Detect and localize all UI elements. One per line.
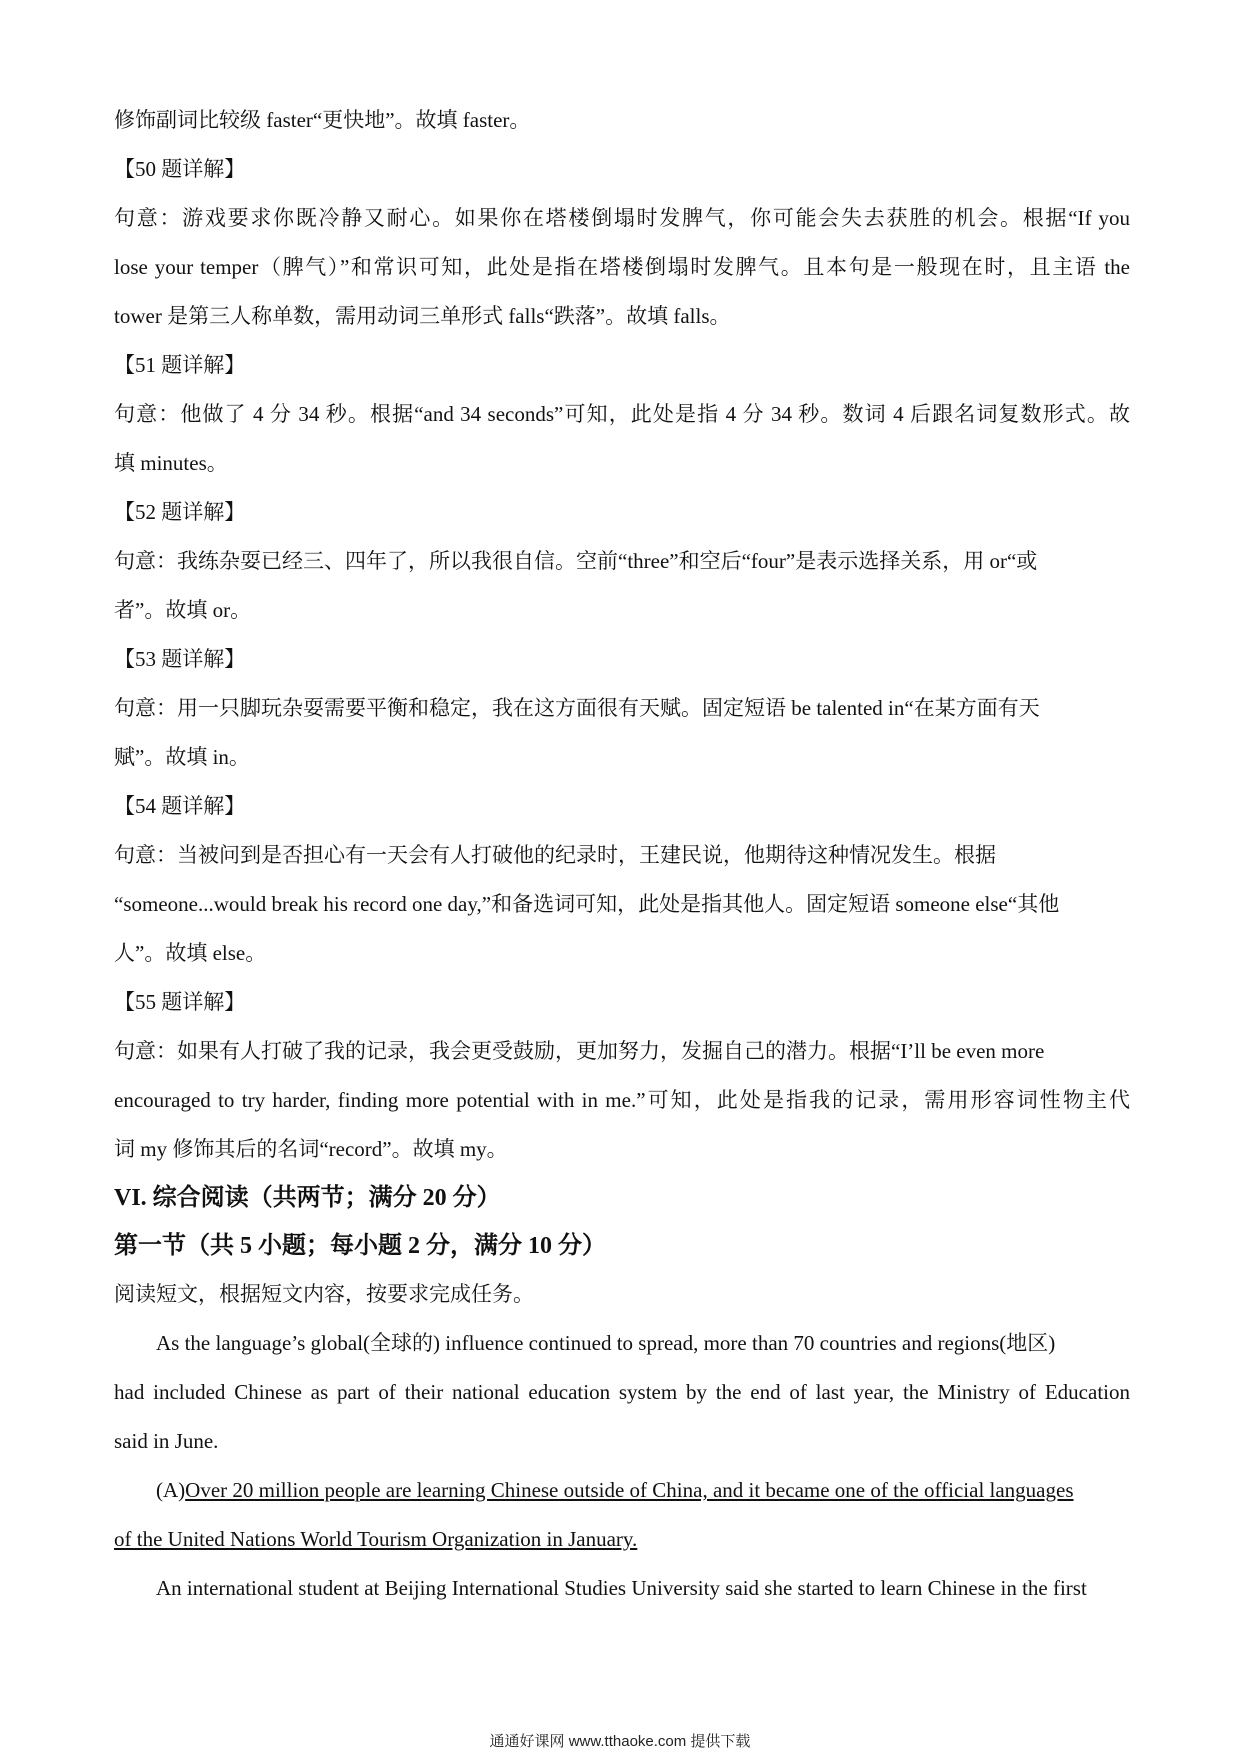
question-53-text-line-1: 句意：用一只脚玩杂耍需要平衡和稳定，我在这方面很有天赋。固定短语 be talented in“在某方面有天 (114, 696, 1040, 720)
question-50-text-line-3: tower 是第三人称单数，需用动词三单形式 falls“跌落”。故填 falls。 (114, 304, 731, 328)
answer-49-explanation-end: 修饰副词比较级 faster“更快地”。故填 faster。 (114, 108, 531, 132)
reading-instructions: 阅读短文，根据短文内容，按要求完成任务。 (114, 1282, 534, 1306)
question-55-text-line-3: 词 my 修饰其后的名词“record”。故填 my。 (114, 1137, 508, 1161)
question-51-text-line-1: 句意：他做了 4 分 34 秒。根据“and 34 seconds”可知，此处是指 4 分 34 秒。数词 4 后跟名词复数形式。故 (114, 402, 1130, 426)
underlined-sentence-a-part-2: of the United Nations World Tourism Organization in January. (114, 1527, 638, 1551)
question-54-text-line-3: 人”。故填 else。 (114, 941, 267, 965)
sentence-a-marker: (A) (156, 1478, 186, 1502)
question-51-heading: 【51 题详解】 (114, 353, 246, 377)
question-54-text-line-1: 句意：当被问到是否担心有一天会有人打破他的纪录时，王建民说，他期待这种情况发生。根据 (114, 843, 996, 867)
passage-paragraph-2-line-1 (114, 1466, 1130, 1515)
question-50-heading: 【50 题详解】 (114, 157, 246, 181)
question-55-heading: 【55 题详解】 (114, 990, 246, 1014)
passage-paragraph-1-line-3: said in June. (114, 1429, 219, 1453)
question-52-text-line-2: 者”。故填 or。 (114, 598, 252, 622)
section-vi-title: VI. 综合阅读（共两节；满分 20 分） (114, 1185, 501, 1211)
passage-paragraph-1-line-2: had included Chinese as part of their national education system by the end of last year, the Ministry of Education (114, 1380, 1130, 1404)
question-52-text-line-1: 句意：我练杂耍已经三、四年了，所以我很自信。空前“three”和空后“four”是表示选择关系，用 or“或 (114, 549, 1038, 573)
question-54-heading: 【54 题详解】 (114, 794, 246, 818)
question-50-text-line-2: lose your temper（脾气）”和常识可知，此处是指在塔楼倒塌时发脾气。且本句是一般现在时，且主语 the (114, 255, 1130, 279)
passage-paragraph-1-line-1: As the language’s global(全球的) influence continued to spread, more than 70 countries and regions(地区) (156, 1331, 1056, 1355)
question-51-text-line-2: 填 minutes。 (114, 451, 228, 475)
question-50-text-line-1: 句意：游戏要求你既冷静又耐心。如果你在塔楼倒塌时发脾气，你可能会失去获胜的机会。根据“If you (114, 206, 1130, 230)
passage-paragraph-2-line-2 (114, 1515, 1130, 1564)
passage-paragraph-3-line-1: An international student at Beijing International Studies University said she started to learn Chinese in the first (156, 1576, 1087, 1600)
question-53-text-line-2: 赋”。故填 in。 (114, 745, 250, 769)
document-body (114, 96, 1130, 1613)
question-55-text-line-1: 句意：如果有人打破了我的记录，我会更受鼓励，更加努力，发掘自己的潜力。根据“I’ll be even more (114, 1039, 1045, 1063)
question-54-text-line-2: “someone...would break his record one day,”和备选词可知，此处是指其他人。固定短语 someone else“其他 (114, 892, 1060, 916)
question-52-heading: 【52 题详解】 (114, 500, 246, 524)
question-55-text-line-2: encouraged to try harder, finding more potential with in me.”可知，此处是指我的记录，需用形容词性物主代 (114, 1088, 1130, 1112)
question-53-heading: 【53 题详解】 (114, 647, 246, 671)
part-one-title: 第一节（共 5 小题；每小题 2 分，满分 10 分） (114, 1233, 606, 1259)
underlined-sentence-a-part-1: Over 20 million people are learning Chinese outside of China, and it became one of the official languages (185, 1478, 1074, 1502)
page-footer-watermark: 通通好课网 www.tthaoke.com 提供下载 (489, 1733, 751, 1750)
